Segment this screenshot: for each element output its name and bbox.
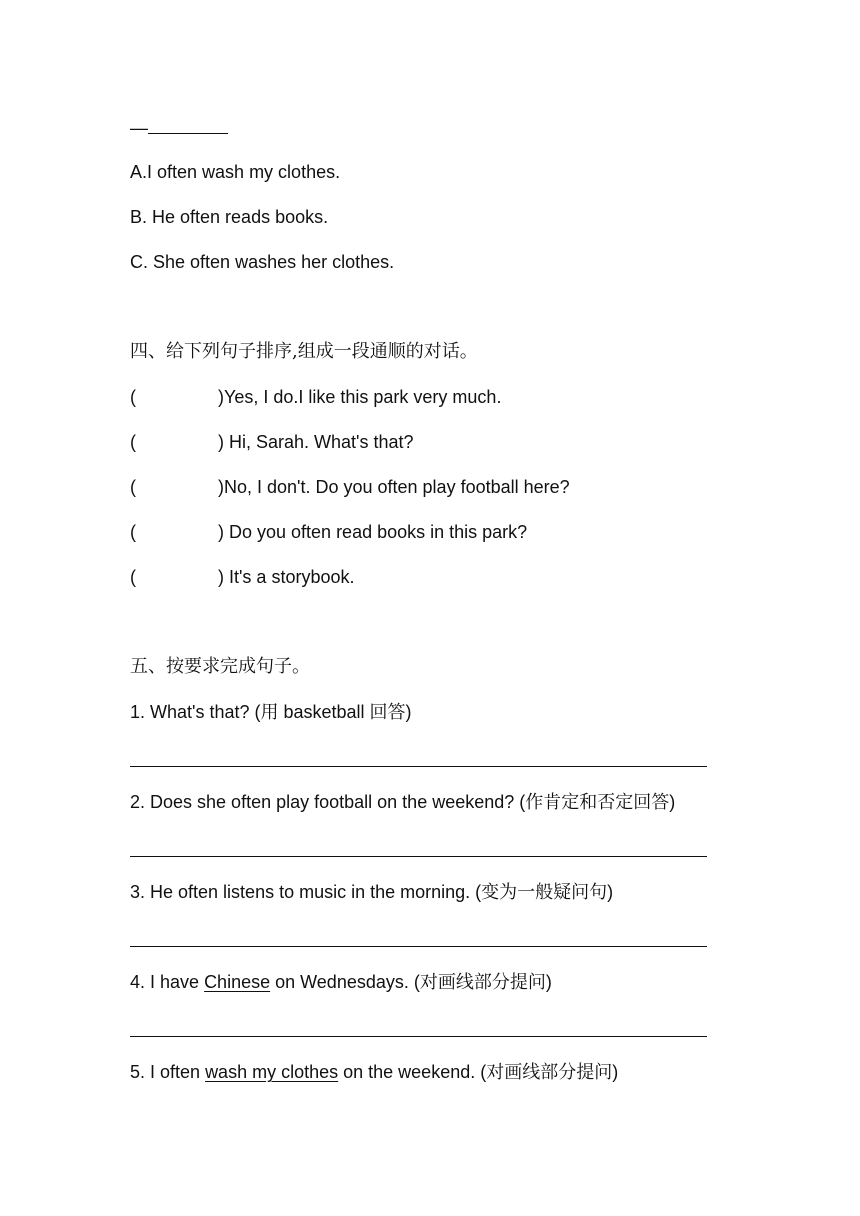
question-5-pre: 5. I often: [130, 1062, 206, 1082]
question-3: 3. He often listens to music in the morning. (变为一般疑问句): [130, 882, 614, 902]
question-5: [130, 1060, 618, 1084]
ordering-item: [130, 385, 501, 409]
answer-line-3[interactable]: [130, 946, 707, 947]
underlined-phrase: wash my clothes: [205, 1062, 339, 1082]
ordering-item: [130, 565, 355, 589]
question-2: 2. Does she often play football on the weekend? (作肯定和否定回答): [130, 792, 676, 812]
underlined-word: Chinese: [204, 972, 271, 992]
ordering-item-text: ) It's a storybook.: [218, 567, 355, 587]
answer-prompt: [130, 116, 228, 140]
question-5-post: on the weekend. (对画线部分提问): [338, 1062, 619, 1082]
ordering-item-text: ) Hi, Sarah. What's that?: [218, 432, 414, 452]
option-a: A.I often wash my clothes.: [130, 162, 341, 182]
open-paren: (: [130, 432, 136, 452]
ordering-item: [130, 520, 527, 544]
ordering-item: [130, 430, 414, 454]
ordering-item-text: ) Do you often read books in this park?: [218, 522, 528, 542]
ordering-item-text: )No, I don't. Do you often play football here?: [218, 477, 570, 497]
question-4: [130, 970, 552, 994]
dash-mark: —: [130, 118, 148, 138]
ordering-item: [130, 475, 570, 499]
ordering-item-text: )Yes, I do.I like this park very much.: [218, 387, 502, 407]
open-paren: (: [130, 477, 136, 497]
option-c: C. She often washes her clothes.: [130, 252, 395, 272]
question-4-pre: 4. I have: [130, 972, 205, 992]
answer-line-4[interactable]: [130, 1036, 707, 1037]
answer-line-1[interactable]: [130, 766, 707, 767]
open-paren: (: [130, 522, 136, 542]
question-4-post: on Wednesdays. (对画线部分提问): [270, 972, 552, 992]
open-paren: (: [130, 567, 136, 587]
section-4-heading: 四、给下列句子排序,组成一段通顺的对话。: [130, 341, 478, 362]
answer-line-2[interactable]: [130, 856, 707, 857]
section-5-heading: 五、按要求完成句子。: [130, 656, 310, 677]
answer-blank[interactable]: [148, 119, 228, 134]
open-paren: (: [130, 387, 136, 407]
question-1: 1. What's that? (用 basketball 回答): [130, 702, 412, 722]
option-b: B. He often reads books.: [130, 207, 329, 227]
